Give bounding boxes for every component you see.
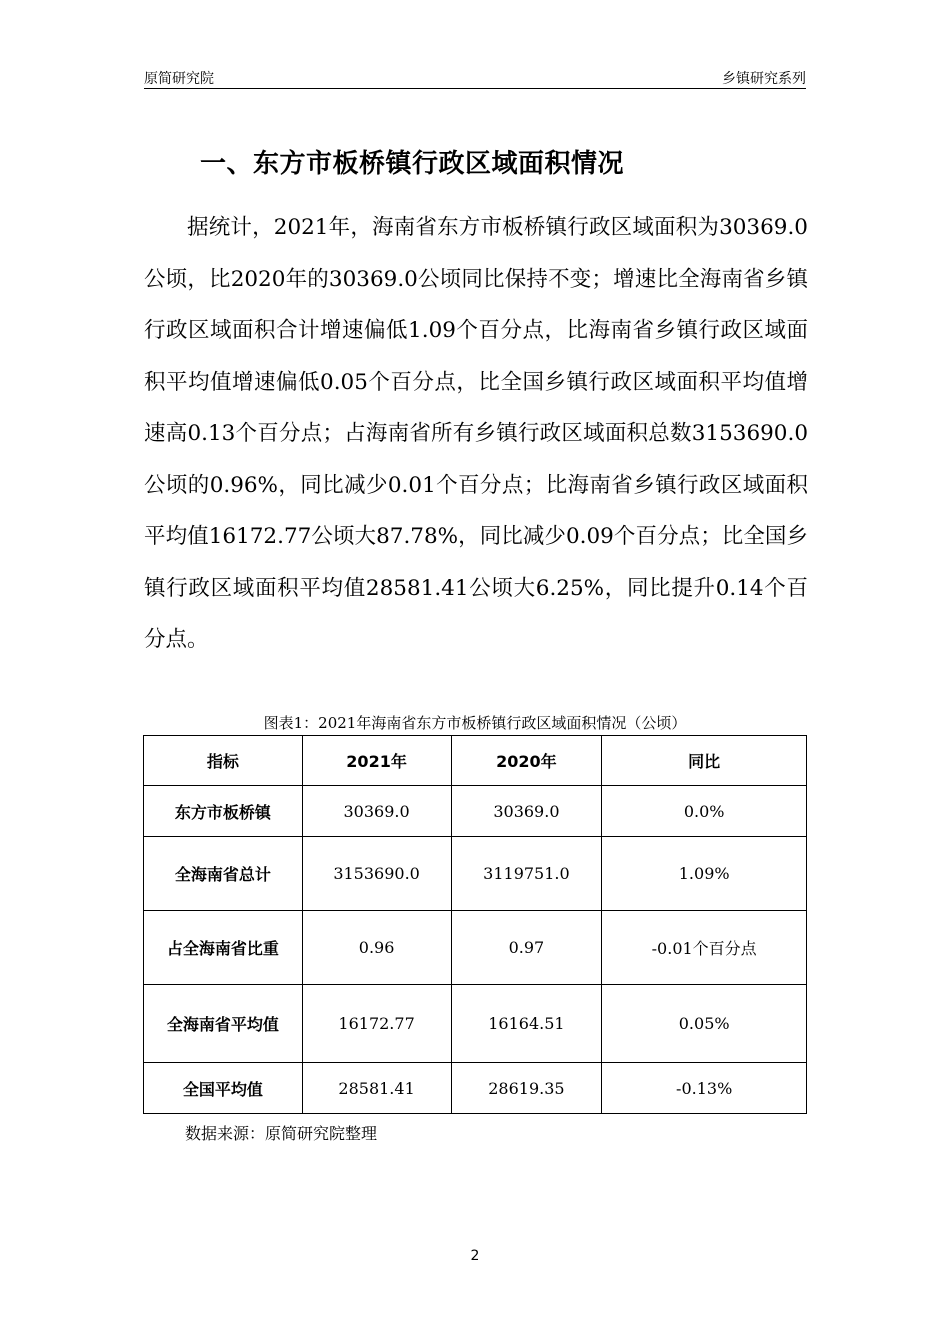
table-row bbox=[144, 911, 807, 985]
cell-2021: 28581.41 bbox=[302, 1063, 451, 1114]
cell-yoy: 1.09% bbox=[602, 837, 807, 911]
header-cell-2021: 2021年 bbox=[302, 736, 451, 786]
table-header-row bbox=[144, 736, 807, 786]
area-table bbox=[143, 735, 807, 1114]
cell-yoy: 0.0% bbox=[602, 786, 807, 837]
header-right-series: 乡镇研究系列 bbox=[722, 71, 806, 87]
table-row bbox=[144, 1063, 807, 1114]
table-row bbox=[144, 837, 807, 911]
cell-2021: 3153690.0 bbox=[302, 837, 451, 911]
cell-2021: 0.96 bbox=[302, 911, 451, 985]
table-row bbox=[144, 786, 807, 837]
cell-yoy: -0.13% bbox=[602, 1063, 807, 1114]
body-paragraph: 据统计，2021年，海南省东方市板桥镇行政区域面积为30369.0公顷，比2020年的30369.0公顷同比保持不变；增速比全海南省乡镇行政区域面积合计增速偏低1.09个百分点，比海南省乡镇行政区域面积平均值增速偏低0.05个百分点，比全国乡镇行政区域面积平均值增速高0.13个百分点；占海南省所有乡镇行政区域面积总数3153690.0公顷的0.96%，同比减少0.01个百分点；比海南省乡镇行政区域面积平均值16172.77公顷大87.78%，同比减少0.09个百分点；比全国乡镇行政区域面积平均值28581.41公顷大6.25%，同比提升0.14个百分点。 bbox=[144, 215, 808, 652]
row-label: 占全海南省比重 bbox=[144, 911, 303, 985]
table-row bbox=[144, 985, 807, 1063]
section-title: 一、东方市板桥镇行政区域面积情况 bbox=[200, 149, 625, 179]
header-cell-2020: 2020年 bbox=[451, 736, 602, 786]
row-label: 全国平均值 bbox=[144, 1063, 303, 1114]
header-cell-indicator: 指标 bbox=[144, 736, 303, 786]
header-left-org: 原简研究院 bbox=[144, 71, 214, 87]
cell-2020: 30369.0 bbox=[451, 786, 602, 837]
page-number: 2 bbox=[470, 1248, 480, 1264]
cell-2021: 30369.0 bbox=[302, 786, 451, 837]
cell-2020: 16164.51 bbox=[451, 985, 602, 1063]
cell-2020: 0.97 bbox=[451, 911, 602, 985]
cell-yoy: -0.01个百分点 bbox=[602, 911, 807, 985]
row-label: 东方市板桥镇 bbox=[144, 786, 303, 837]
data-source-note: 数据来源：原简研究院整理 bbox=[185, 1124, 378, 1143]
cell-2021: 16172.77 bbox=[302, 985, 451, 1063]
cell-2020: 3119751.0 bbox=[451, 837, 602, 911]
header-divider bbox=[144, 88, 806, 89]
row-label: 全海南省平均值 bbox=[144, 985, 303, 1063]
row-label: 全海南省总计 bbox=[144, 837, 303, 911]
cell-yoy: 0.05% bbox=[602, 985, 807, 1063]
header-cell-yoy: 同比 bbox=[602, 736, 807, 786]
cell-2020: 28619.35 bbox=[451, 1063, 602, 1114]
table-caption: 图表1：2021年海南省东方市板桥镇行政区域面积情况（公顷） bbox=[263, 714, 687, 732]
